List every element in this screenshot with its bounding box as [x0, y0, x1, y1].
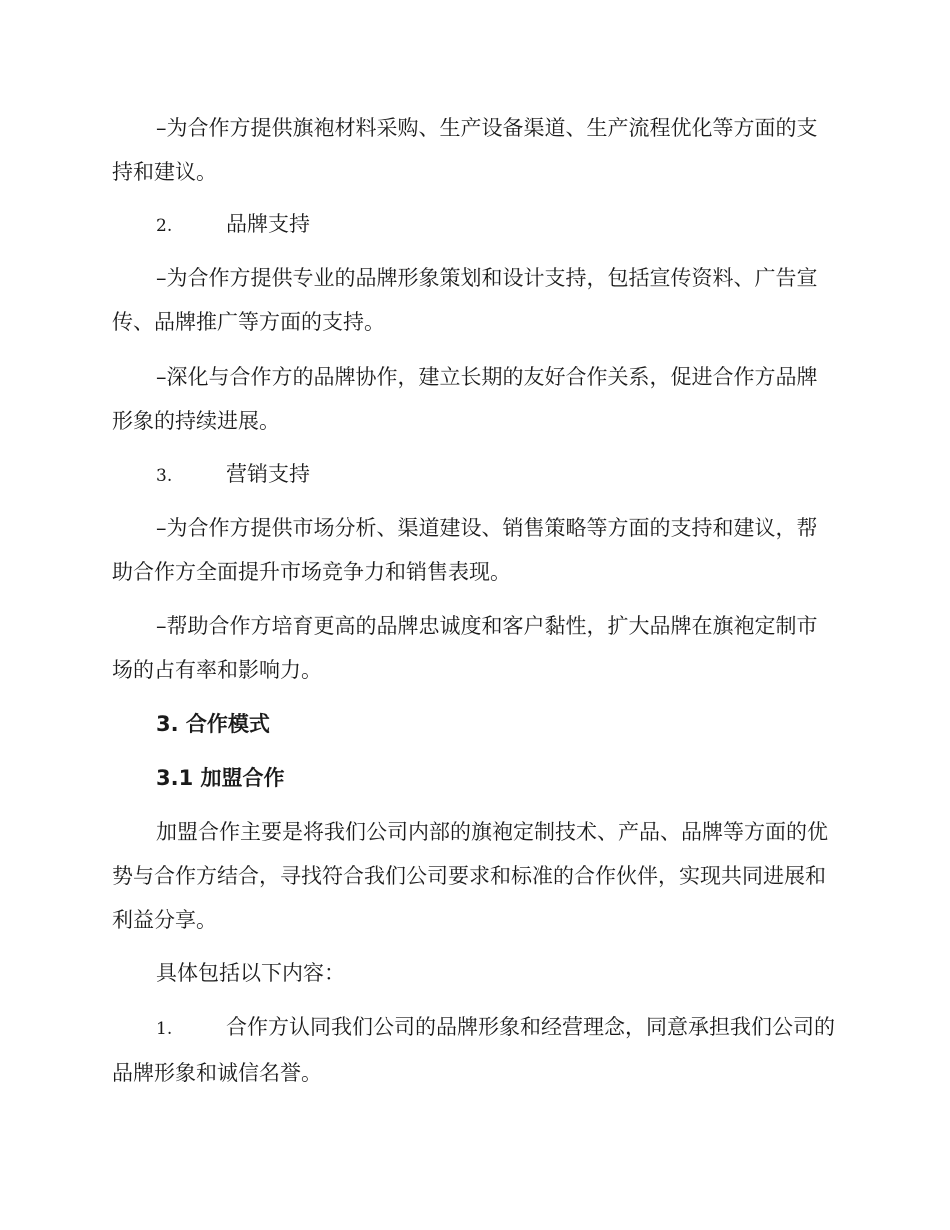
list-label: 营销支持: [226, 462, 310, 486]
subsection-heading-franchise: 3.1 加盟合作: [156, 766, 285, 790]
paragraph-brand-cooperation: –深化与合作方的品牌协作，建立长期的友好合作关系，促进合作方品牌形象的持续进展。: [112, 365, 818, 433]
paragraph-market-analysis: –为合作方提供市场分析、渠道建设、销售策略等方面的支持和建议，帮助合作方全面提升市场竞争力和销售表现。: [112, 516, 818, 584]
list-label: 品牌支持: [226, 212, 310, 236]
paragraph-brand-loyalty: –帮助合作方培育更高的品牌忠诚度和客户黏性，扩大品牌在旗袍定制市场的占有率和影响力。: [112, 614, 818, 682]
paragraph-content-intro: 具体包括以下内容：: [156, 961, 345, 985]
list-number: 3.: [156, 466, 173, 486]
list-item-brand-support: [112, 202, 838, 248]
list-text: 合作方认同我们公司的品牌形象和经营理念，同意承担我们公司的品牌形象和诚信名誉。: [112, 1015, 835, 1085]
list-item-marketing-support: [112, 452, 838, 498]
list-number: 1.: [156, 1019, 173, 1039]
list-number: 2.: [156, 216, 173, 236]
paragraph-brand-design: –为合作方提供专业的品牌形象策划和设计支持，包括宣传资料、广告宣传、品牌推广等方面的支持。: [112, 266, 818, 334]
paragraph-supply-support: –为合作方提供旗袍材料采购、生产设备渠道、生产流程优化等方面的支持和建议。: [112, 116, 818, 184]
list-item-brand-recognition: [112, 1005, 838, 1095]
paragraph-franchise-description: 加盟合作主要是将我们公司内部的旗袍定制技术、产品、品牌等方面的优势与合作方结合，寻找符合我们公司要求和标准的合作伙伴，实现共同进展和利益分享。: [112, 820, 828, 932]
section-heading-cooperation-mode: 3. 合作模式: [156, 712, 270, 736]
